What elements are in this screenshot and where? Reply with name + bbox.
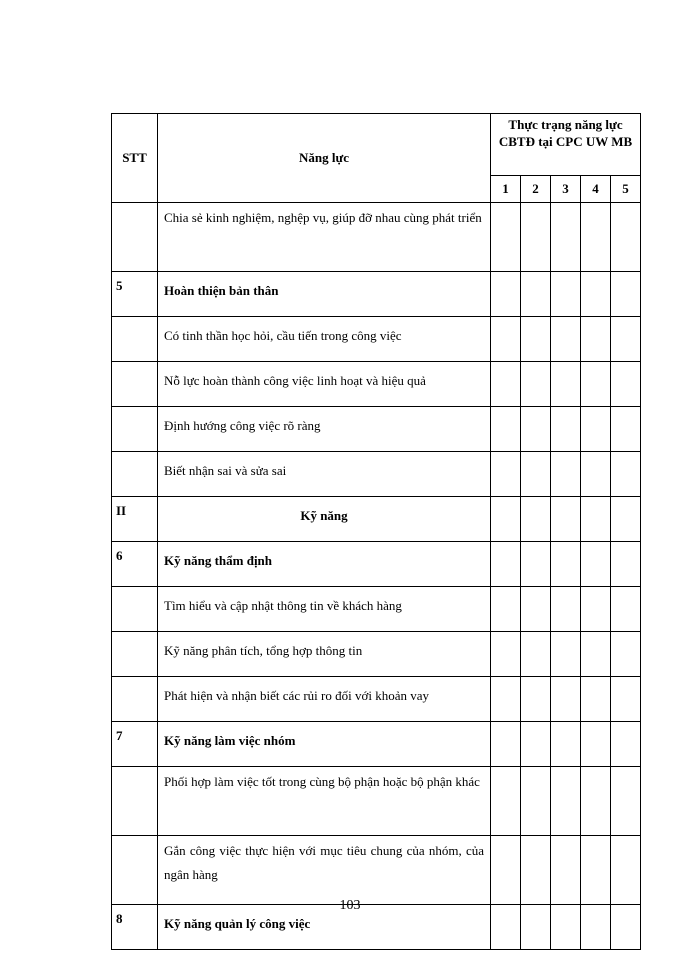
row-stt [112, 317, 158, 362]
row-stt [112, 587, 158, 632]
rating-cell-2[interactable] [521, 722, 551, 767]
rating-cell-2[interactable] [521, 836, 551, 905]
header-scale-1: 1 [491, 176, 521, 203]
rating-cell-5[interactable] [611, 317, 641, 362]
rating-cell-5[interactable] [611, 632, 641, 677]
row-competency: Tìm hiểu và cập nhật thông tin về khách hàng [158, 587, 491, 632]
rating-cell-4[interactable] [581, 767, 611, 836]
rating-cell-2[interactable] [521, 407, 551, 452]
table-row [112, 497, 641, 542]
rating-cell-1[interactable] [491, 722, 521, 767]
rating-cell-4[interactable] [581, 497, 611, 542]
rating-cell-5[interactable] [611, 362, 641, 407]
rating-cell-1[interactable] [491, 542, 521, 587]
header-scale-4: 4 [581, 176, 611, 203]
row-competency: Phối hợp làm việc tốt trong cùng bộ phận hoặc bộ phận khác [158, 767, 491, 836]
row-competency: Kỹ năng phân tích, tổng hợp thông tin [158, 632, 491, 677]
rating-cell-5[interactable] [611, 272, 641, 317]
rating-cell-3[interactable] [551, 767, 581, 836]
rating-cell-5[interactable] [611, 542, 641, 587]
table-row [112, 362, 641, 407]
rating-cell-3[interactable] [551, 452, 581, 497]
row-stt [112, 407, 158, 452]
rating-cell-1[interactable] [491, 407, 521, 452]
rating-cell-4[interactable] [581, 836, 611, 905]
row-stt [112, 632, 158, 677]
row-competency: Hoàn thiện bản thân [158, 272, 491, 317]
competency-survey-table [111, 113, 641, 950]
rating-cell-2[interactable] [521, 497, 551, 542]
rating-cell-1[interactable] [491, 317, 521, 362]
header-scale-3: 3 [551, 176, 581, 203]
rating-cell-4[interactable] [581, 542, 611, 587]
page-number: 103 [339, 898, 361, 913]
row-stt [112, 452, 158, 497]
rating-cell-4[interactable] [581, 203, 611, 272]
rating-cell-3[interactable] [551, 722, 581, 767]
row-competency: Chia sẻ kinh nghiệm, nghệp vụ, giúp đỡ nhau cùng phát triển [158, 203, 491, 272]
rating-cell-3[interactable] [551, 407, 581, 452]
row-competency: Kỹ năng làm việc nhóm [158, 722, 491, 767]
rating-cell-4[interactable] [581, 407, 611, 452]
header-stt: STT [112, 114, 158, 203]
rating-cell-3[interactable] [551, 587, 581, 632]
row-stt [112, 836, 158, 905]
rating-cell-2[interactable] [521, 362, 551, 407]
row-competency: Kỹ năng [158, 497, 491, 542]
rating-cell-1[interactable] [491, 587, 521, 632]
rating-cell-4[interactable] [581, 452, 611, 497]
rating-cell-5[interactable] [611, 677, 641, 722]
row-stt: 6 [112, 542, 158, 587]
rating-cell-3[interactable] [551, 317, 581, 362]
rating-cell-5[interactable] [611, 836, 641, 905]
rating-cell-4[interactable] [581, 362, 611, 407]
rating-cell-1[interactable] [491, 677, 521, 722]
rating-cell-3[interactable] [551, 542, 581, 587]
table-row [112, 677, 641, 722]
rating-cell-5[interactable] [611, 722, 641, 767]
rating-cell-3[interactable] [551, 272, 581, 317]
rating-cell-1[interactable] [491, 767, 521, 836]
row-stt: 7 [112, 722, 158, 767]
rating-cell-2[interactable] [521, 632, 551, 677]
rating-cell-4[interactable] [581, 317, 611, 362]
rating-cell-4[interactable] [581, 677, 611, 722]
rating-cell-3[interactable] [551, 362, 581, 407]
table-row [112, 587, 641, 632]
header-competency: Năng lực [158, 114, 491, 203]
table-row [112, 203, 641, 272]
rating-cell-5[interactable] [611, 767, 641, 836]
header-current-status: Thực trạng năng lực CBTĐ tại CPC UW MB [491, 114, 641, 176]
rating-cell-3[interactable] [551, 203, 581, 272]
row-competency: Kỹ năng thẩm định [158, 542, 491, 587]
rating-cell-3[interactable] [551, 632, 581, 677]
row-competency: Gắn công việc thực hiện với mục tiêu chung của nhóm, của ngân hàng [158, 836, 491, 905]
row-stt [112, 203, 158, 272]
rating-cell-2[interactable] [521, 272, 551, 317]
row-competency: Phát hiện và nhận biết các rủi ro đối với khoản vay [158, 677, 491, 722]
rating-cell-4[interactable] [581, 632, 611, 677]
rating-cell-1[interactable] [491, 272, 521, 317]
table-row [112, 836, 641, 905]
rating-cell-5[interactable] [611, 587, 641, 632]
rating-cell-4[interactable] [581, 587, 611, 632]
row-stt: 8 [112, 905, 158, 950]
rating-cell-2[interactable] [521, 203, 551, 272]
table-body [112, 203, 641, 950]
row-stt: 5 [112, 272, 158, 317]
rating-cell-3[interactable] [551, 677, 581, 722]
rating-cell-4[interactable] [581, 272, 611, 317]
rating-cell-5[interactable] [611, 497, 641, 542]
rating-cell-3[interactable] [551, 836, 581, 905]
rating-cell-5[interactable] [611, 407, 641, 452]
rating-cell-1[interactable] [491, 362, 521, 407]
rating-cell-2[interactable] [521, 677, 551, 722]
rating-cell-2[interactable] [521, 587, 551, 632]
rating-cell-1[interactable] [491, 497, 521, 542]
row-competency: Nỗ lực hoàn thành công việc linh hoạt và hiệu quả [158, 362, 491, 407]
row-competency: Kỹ năng quản lý công việc [158, 905, 491, 950]
header-scale-2: 2 [521, 176, 551, 203]
rating-cell-5[interactable] [611, 452, 641, 497]
row-competency: Định hướng công việc rõ ràng [158, 407, 491, 452]
table-row [112, 542, 641, 587]
row-competency: Có tinh thần học hỏi, cầu tiến trong công việc [158, 317, 491, 362]
rating-cell-2[interactable] [521, 452, 551, 497]
table-row [112, 632, 641, 677]
row-stt [112, 767, 158, 836]
header-scale-5: 5 [611, 176, 641, 203]
table-row [112, 452, 641, 497]
rating-cell-2[interactable] [521, 542, 551, 587]
rating-cell-1[interactable] [491, 632, 521, 677]
table-row [112, 272, 641, 317]
rating-cell-1[interactable] [491, 452, 521, 497]
row-stt [112, 677, 158, 722]
table-row [112, 722, 641, 767]
rating-cell-2[interactable] [521, 317, 551, 362]
rating-cell-1[interactable] [491, 836, 521, 905]
table-row [112, 767, 641, 836]
rating-cell-2[interactable] [521, 767, 551, 836]
rating-cell-4[interactable] [581, 722, 611, 767]
rating-cell-1[interactable] [491, 203, 521, 272]
row-competency: Biết nhận sai và sửa sai [158, 452, 491, 497]
row-stt: II [112, 497, 158, 542]
rating-cell-5[interactable] [611, 203, 641, 272]
row-stt [112, 362, 158, 407]
table-row [112, 407, 641, 452]
rating-cell-3[interactable] [551, 497, 581, 542]
table-row [112, 317, 641, 362]
